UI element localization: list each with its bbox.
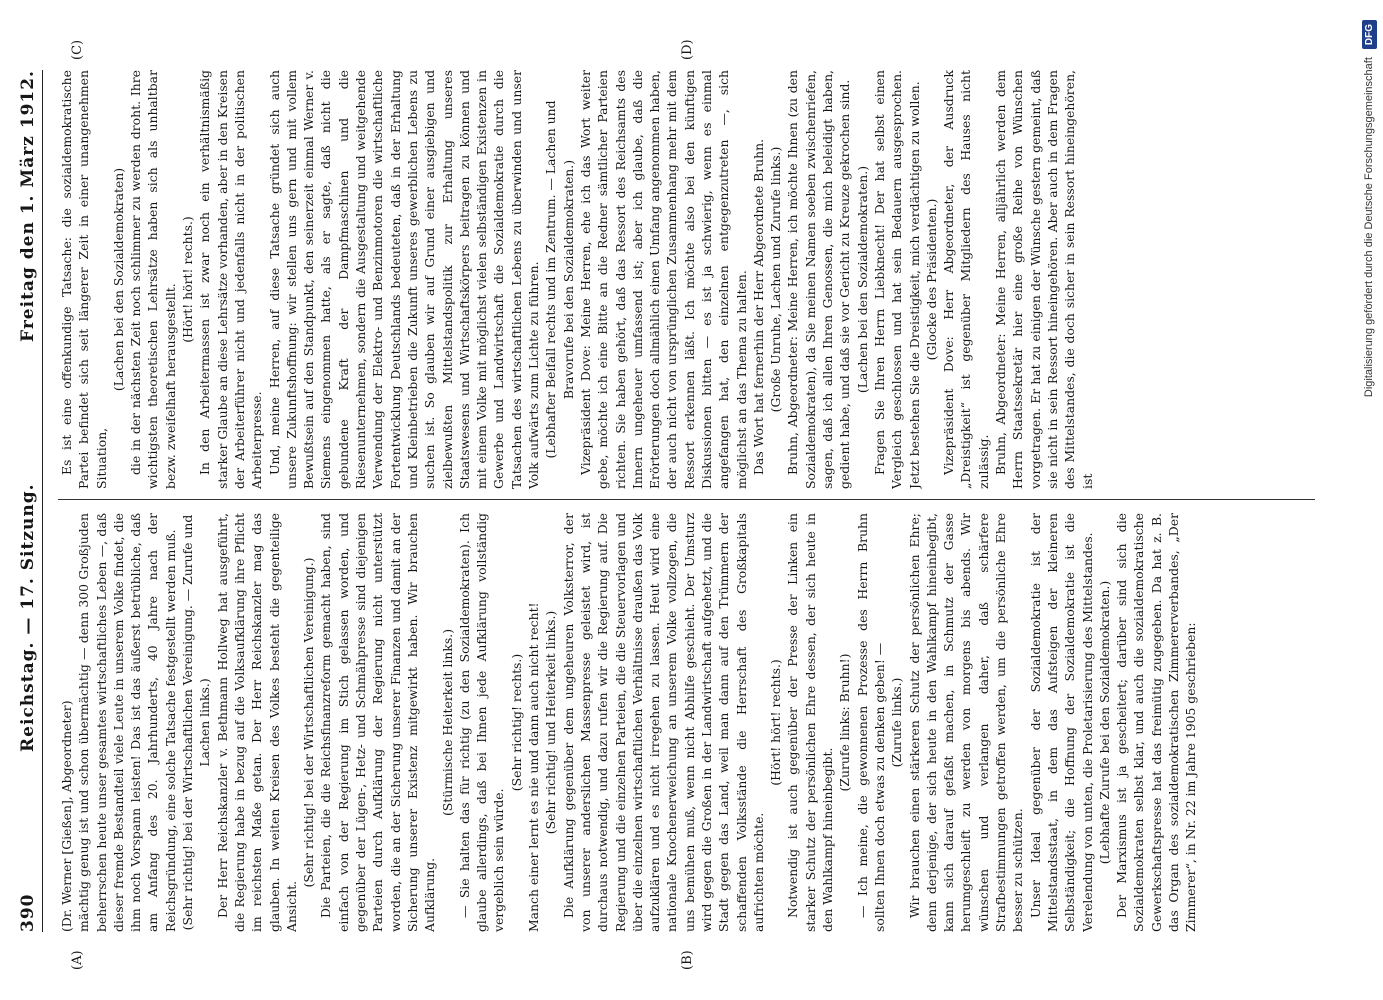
text-columns [58, 70, 1315, 932]
paragraph: Bruhn, Abgeordneter: Meine Herren, alljährlich werden dem Herrn Staatssekretär hier eine große Reihe von Wünschen vorgetragen. Er hat zu einigen der Wünsche gestern gemeint, daß sie nicht in sein Ressort hineingehören. Aber auch in dem Fragen des Mittelstandes, die doch sicher in sein Ressort hineingehören, ist [993, 70, 1095, 489]
stage-direction: (Glocke des Präsidenten.) [923, 198, 939, 361]
stage-direction: (Lebhafter Beifall rechts und im Zentrum. — Lachen und Bravorufe bei den Sozialdemokraten.) [543, 100, 576, 459]
margin-letter-d: (D) [680, 39, 695, 60]
paragraph: Unser Ideal gegenüber der Sozialdemokratie ist der Mittelstandsstaat, in dem das Aufsteigen der kleineren Selbständigkeit; die Hoffnung der Sozialdemokratie ist die Verelendung von unten, die Proletarisierung des Mittelstandes. [1027, 513, 1095, 932]
paragraph: die in der nächsten Zeit noch schlimmer zu werden droht. Ihre wichtigsten theoretischen Lehrsätze haben sich als unhaltbar bezw. zweifelhaft herausgestellt. [128, 70, 178, 489]
column-divider [58, 499, 1315, 500]
paragraph: Vizepräsident Dove: Herr Abgeordneter, der Ausdruck „Dreistigkeit“ ist gegenüber Mitgliedern des Hauses nicht zulässig. [941, 70, 991, 489]
stage-direction: (Große Unruhe, Lachen und Zurufe links.) [768, 146, 784, 413]
digitization-note: Digitalisierung gefördert durch die Deutsche Forschungsgemeinschaft [1363, 57, 1375, 398]
paragraph: Es ist eine offenkundige Tatsache: die sozialdemokratische Partei befindet sich seit längerer Zeit in einer unangenehmen Situation, [59, 70, 109, 489]
paragraph: Vizepräsident Dove: Meine Herren, ehe ich das Wort weiter gebe, möchte ich eine Bitte an die Redner sämtlicher Parteien richten. Sie haben gehört, daß das Ressort des Reichsamts des Innern ungeheuer umfassend ist; aber ich glaube, daß die Erörterungen doch allmählich einen Umfang angenommen haben, der auch nicht von ursprünglichen Zusammenhang mehr mit dem Ressort erkennen läßt. Ich möchte also bei den künftigen Diskussionen bitten — es ist ja schwierig, wenn es einmal angefangen hat, den einzelnen entgegenzutreten —, sich möglichst an das Thema zu halten. [577, 70, 749, 489]
paragraph: (Dr. Werner [Gießen], Abgeordneter) [59, 700, 74, 932]
margin-letter-c: (C) [70, 39, 85, 60]
stage-direction: (Sehr richtig! bei der Wirtschaftlichen Vereinigung. — Zurufe und Lachen links.) [180, 514, 213, 931]
paragraph: — Sie halten das für richtig (zu den Sozialdemokraten). Ich glaube allerdings, daß bei Ihnen jede Aufklärung vollständig vergeblich sein würde. [456, 513, 507, 932]
stage-direction: (Hört! hört! rechts.) [768, 659, 784, 786]
paragraph: Fragen Sie Ihren Herrn Liebknecht! Der hat selbst einen Vergleich geschlossen und hat sein Bedauern ausgesprochen. Jetzt bestehen Sie die Dreistigkeit, mich verdächtigen zu wollen. [871, 70, 922, 489]
paragraph: Die Parteien, die die Reichsfinanzreform gemacht haben, sind einfach von der Regierung im Stich gelassen worden, und gegenüber der Lügen-, Hetz- und Schmähpresse sind diejenigen Parteien durch Aufklärung der Regierung nicht unterstützt worden, die an der Sicherung unserer Finanzen und damit an der Sicherung unserer Existenz mitgewirkt haben. Wir brauchen Aufklärung. [318, 513, 438, 932]
stage-direction: (Stürmische Heiterkeit links.) [439, 628, 455, 817]
paragraph: Wir brauchen einen stärkeren Schutz der persönlichen Ehre; denn derjenige, der sich heute in den Wahlkampf hineinbegibt, kann sich darauf gefaßt machen, in Schmutz der Gasse herumgeschleift zu werden von morgens bis abends. Wir wünschen und verlangen daher, daß schärfere Strafbestimmungen getroffen werden, um die persönliche Ehre besser zu schützen. [906, 513, 1026, 932]
margin-letter-a: (A) [70, 950, 85, 970]
digitization-footer [1355, 0, 1383, 1000]
paragraph: Das Wort hat fernerhin der Herr Abgeordnete Bruhn. [750, 138, 766, 475]
stage-direction: (Zurufe links.) [889, 677, 905, 768]
stage-direction: (Lebhafte Zurufe bei den Sozialdemokraten.) [1096, 580, 1112, 865]
paragraph: mächtig genug ist und schon übermächtig — denn 300 Großjuden beherrschen heute unser gesamtes wirtschaftliches Leben —, daß dieser fremde Bestandteil viele Leute in unserem Volke findet, die ihm noch Vorspann leisten! Das ist das äußerst betrübliche, daß am Anfang des 20. Jahrhunderts, 40 Jahre nach der Reichsgründung, eine solche Tatsache festgestellt werden muß. [76, 513, 178, 932]
paragraph: — Ich meine, die gewonnenen Prozesse des Herrn Bruhn sollten Ihnen doch etwas zu denken geben! — [854, 513, 887, 932]
stage-direction: (Lachen bei den Sozialdemokraten.) [854, 165, 870, 394]
margin-letter-b: (B) [680, 950, 695, 970]
page-number: 390 [18, 893, 38, 932]
right-column [58, 70, 1315, 489]
stage-direction: (Sehr richtig! rechts.) [508, 653, 524, 792]
stage-direction: (Zurufe links: Bruhn!) [837, 653, 853, 792]
stage-direction: (Sehr richtig! und Heiterkeit links.) [543, 610, 559, 835]
stage-direction: (Lachen bei den Sozialdemokraten) [110, 167, 126, 392]
paragraph: In den Arbeitermassen ist zwar noch ein verhältnismäßig starker Glaube an diese Lehrsätze vorhanden, aber in den Kreisen der Arbeiterführer nicht und jedenfalls nicht in der politischen Arbeiterpresse. [197, 70, 265, 489]
session-date: Freitag den 1. März 1912. [18, 70, 38, 342]
stage-direction: (Sehr richtig! bei der Wirtschaftlichen Vereinigung.) [301, 557, 317, 888]
running-head [14, 70, 43, 932]
paragraph: Und, meine Herren, auf diese Tatsache gründet sich auch unsere Zukunftshoffnung: wir stellen uns gern und mit vollem Bewußtsein auf den Standpunkt, den seinerzeit einmal Werner v. Siemens eingenommen hatte, als er sagte, daß nicht die gebundene Kraft der Dampfmaschinen und die Riesenunternehmen, sondern die Ausgestaltung und weitgehende Verwendung der Elektro- und Benzinmotoren die wirtschaftliche Fortentwicklung Deutschlands bedeuteten, daß in der Erhaltung und Kleinbetrieben die Zukunft unseres gewerblichen Lebens zu suchen ist. So glauben wir auf Grund einer ausgiebigen und zielbewußten Mittelstandspolitik zur Erhaltung unseres Staatswesens und Wirtschaftskörpers beitragen zu können und mit einem Volke mit möglichst vielen selbständigen Existenzen in Gewerbe und Landwirtschaft die Sozialdemokratie durch die Tatsachen des wirtschaftlichen Lebens zu überwinden und unser Volk aufwärts zum Lichte zu führen. [266, 70, 542, 489]
paragraph: Die Aufklärung gegenüber dem ungeheuren Volksterror, der von unserer anderslichen Massenpresse geleistet wird, ist durchaus notwendig, und dazu rufen wir die Regierung auf. Die Regierung und die einzelnen Parteien, die die Steuervorlagen und über die einzelnen wirtschaftlichen Verhältnisse draußen das Volk aufzuklären und es nicht irregehen zu lassen. Heut wird eine nationale Knochenerweichung an unserem Volke vollzogen, die uns bemühen muß, wenn nicht Abhilfe geschieht. Der Umsturz wird gegen die Großen in der Landwirtschaft aufgehetzt, und die Stadt gegen das Land, weil man dann auf den Trümmern der schaffenden Volksstände die Herrschaft des Großkapitals aufrichten möchte. [560, 513, 766, 932]
paragraph: Der Herr Reichskanzler v. Bethmann Hollweg hat ausgeführt, die Regierung habe in bezug auf die Volksaufklärung ihre Pflicht im reichsten Maße getan. Der Herr Reichskanzler mag das glauben. In weiten Kreisen des Volkes besteht die gegenteilige Ansicht. [214, 513, 299, 932]
paragraph: Manch einer lernt es nie und dann auch nicht recht! [526, 602, 542, 932]
stage-direction: (Hört! hört! rechts.) [180, 216, 196, 343]
session-title: Reichstag. — 17. Sitzung. [18, 483, 38, 752]
paragraph: Notwendig ist auch gegenüber der Presse der Linken ein starker Schutz der persönlichen Ehre dessen, der sich heute in den Wahlkampf hineinbegibt. [785, 513, 836, 932]
paragraph: Der Marxismus ist ja gescheitert; darüber sind sich die Sozialdemokraten selbst klar, und auch die sozialdemokratische Gewerkschaftspresse hat das freimütig zugegeben. Da hat z. B. das Organ des sozialdemokratischen Zimmererverbandes, „Der Zimmerer“, in Nr. 22 im Jahre 1905 geschrieben: [1114, 513, 1199, 932]
paragraph: Bruhn, Abgeordneter: Meine Herren, ich möchte Ihnen (zu den Sozialdemokraten), da Sie meinen Namen soeben zwischenriefen, sagen, daß ich allen Ihren Genossen, die mich beleidigt haben, gedient habe, und daß sie vor Gericht zu Kreuze gekrochen sind. [785, 70, 853, 489]
dfg-logo: DFG [1362, 20, 1377, 49]
left-column [58, 513, 1315, 932]
